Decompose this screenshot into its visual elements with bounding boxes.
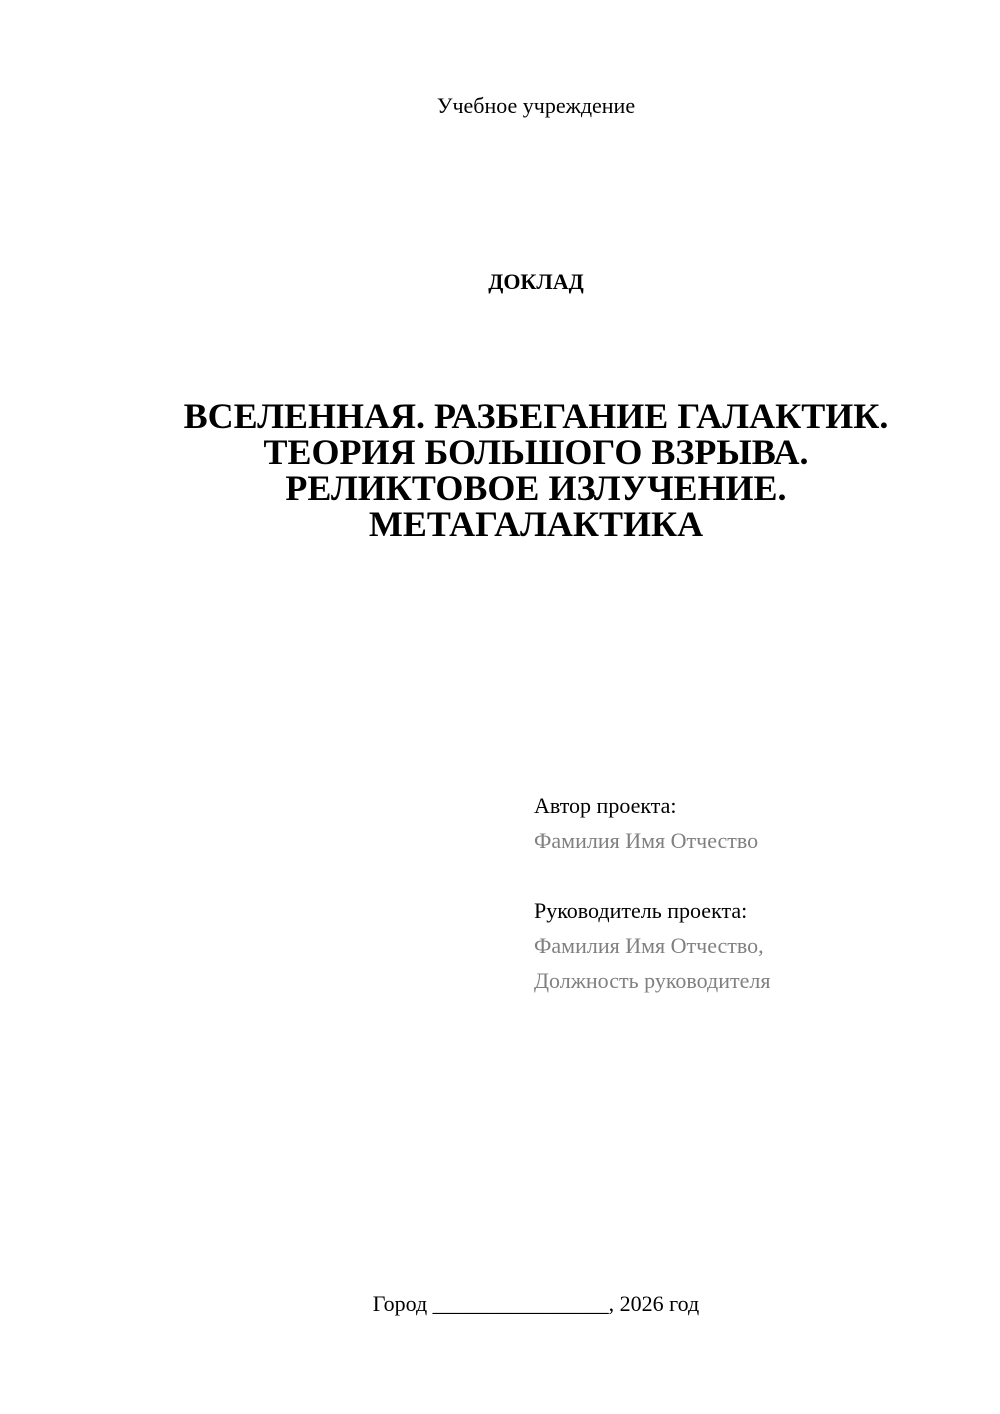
report-title-line: РЕЛИКТОВОЕ ИЗЛУЧЕНИЕ. [285, 468, 787, 508]
author-name: Фамилия Имя Отчество [534, 828, 759, 853]
document-type: ДОКЛАД [488, 269, 584, 294]
report-title-line: ТЕОРИЯ БОЛЬШОГО ВЗРЫВА. [263, 432, 809, 472]
institution-name: Учебное учреждение [436, 93, 636, 118]
author-label: Автор проекта: [534, 793, 677, 818]
supervisor-position: Должность руководителя [534, 968, 771, 993]
project-people [534, 788, 974, 998]
report-title-line: ВСЕЛЕННАЯ. РАЗБЕГАНИЕ ГАЛАКТИК. [183, 396, 889, 436]
report-title-line: МЕТАГАЛАКТИКА [368, 504, 704, 544]
spacer [534, 858, 974, 893]
city-year-line: Город ________________, 2026 год [372, 1291, 700, 1316]
supervisor-name: Фамилия Имя Отчество, [534, 933, 764, 958]
report-title [100, 398, 972, 542]
supervisor-label: Руководитель проекта: [534, 898, 748, 923]
